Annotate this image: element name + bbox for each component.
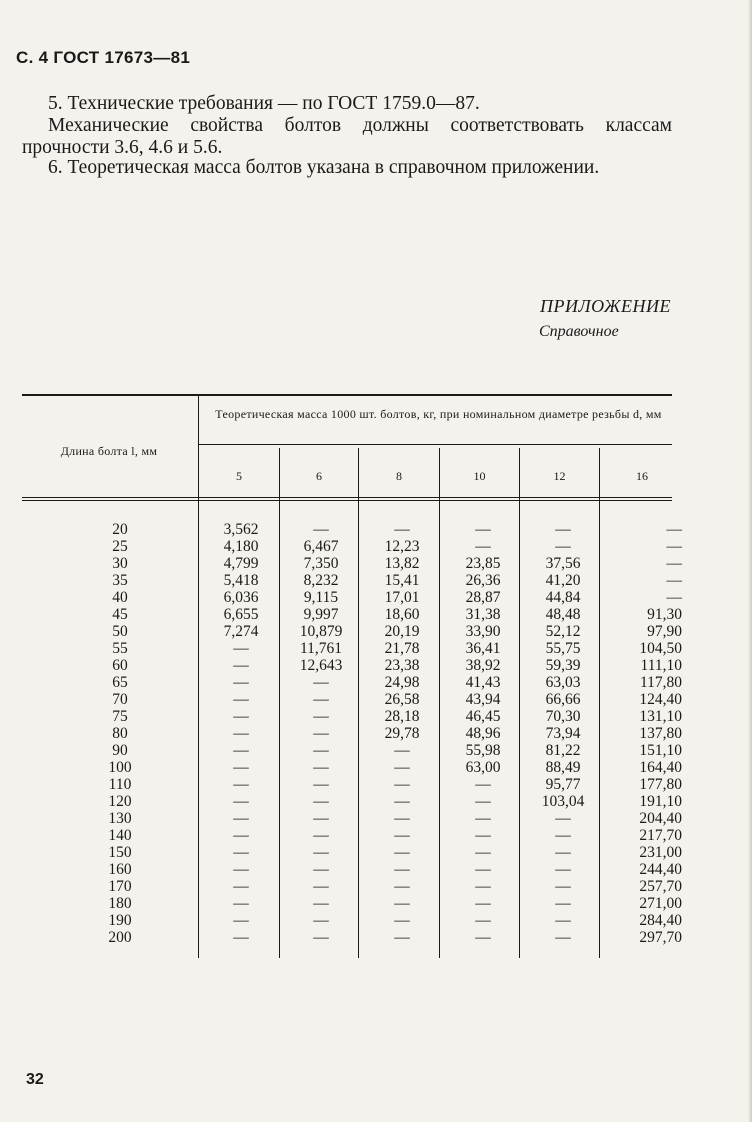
mass-cell: —	[313, 776, 329, 793]
mass-cell: —	[394, 844, 410, 861]
mass-cell: 8,232	[303, 572, 339, 589]
length-cell: 35	[112, 572, 128, 589]
mass-cell: 137,80	[639, 725, 682, 742]
mass-cell: 21,78	[384, 640, 420, 657]
diameter-header-6: 6	[316, 469, 322, 483]
mass-cell: 23,38	[384, 657, 420, 674]
mass-cell: 7,274	[223, 623, 259, 640]
mass-cell: 191,10	[639, 793, 682, 810]
length-cell: 75	[112, 708, 128, 725]
mass-cell: —	[555, 538, 571, 555]
mass-cell: —	[313, 810, 329, 827]
mass-cell: —	[233, 725, 249, 742]
mass-cell: —	[313, 708, 329, 725]
mass-cell: 7,350	[303, 555, 339, 572]
mass-cell: 271,00	[639, 895, 682, 912]
mass-cell: 12,643	[299, 657, 343, 674]
header-bottom-rule-2	[22, 500, 672, 501]
mass-cell: 6,467	[303, 538, 339, 555]
diameter-header-8: 8	[396, 469, 402, 483]
mass-cell: 26,58	[384, 691, 420, 708]
mass-cell: 41,43	[465, 674, 501, 691]
mass-cell: 63,03	[545, 674, 581, 691]
mass-cell: —	[666, 589, 682, 606]
mass-cell: 31,38	[465, 606, 501, 623]
mass-cell: 12,23	[384, 538, 420, 555]
length-cell: 190	[108, 912, 132, 929]
diameter-header-16: 16	[636, 469, 648, 483]
mass-cell: —	[475, 878, 491, 895]
mass-cell: —	[394, 521, 410, 538]
length-cell: 150	[108, 844, 132, 861]
mass-cell: 104,50	[639, 640, 682, 657]
mass-cell: —	[233, 844, 249, 861]
mass-cell: —	[313, 521, 329, 538]
mass-cell: 284,40	[639, 912, 682, 929]
mass-cell: 103,04	[541, 793, 585, 810]
mass-cell: —	[233, 691, 249, 708]
length-cell: 160	[108, 861, 132, 878]
mass-cell: 91,30	[647, 606, 682, 623]
mass-cell: 4,180	[223, 538, 259, 555]
mass-cell: —	[555, 827, 571, 844]
mass-cell: —	[233, 759, 249, 776]
appendix-subtitle: Справочное	[539, 323, 619, 340]
mass-cell: 17,01	[384, 589, 420, 606]
mass-cell: 164,40	[639, 759, 682, 776]
mass-cell: —	[475, 844, 491, 861]
diameter-header-5: 5	[236, 469, 242, 483]
length-cell: 140	[108, 827, 132, 844]
paragraph-5: 5. Технические требования — по ГОСТ 1759.0—87.	[48, 93, 480, 114]
mass-cell: —	[394, 776, 410, 793]
diameter-header-12: 12	[553, 469, 566, 483]
header-bottom-rule	[22, 497, 672, 498]
mass-cell: —	[233, 810, 249, 827]
mass-column-header: Теоретическая масса 1000 шт. болтов, кг, при номинальном диаметре резьбы d, мм	[215, 407, 662, 421]
mass-cell: —	[394, 759, 410, 776]
mass-cell: 95,77	[545, 776, 581, 793]
paragraph-5-continued: Механические свойства болтов должны соответствовать классам прочности 3.6, 4.6 и 5.6.	[22, 115, 672, 158]
length-cell: 45	[112, 606, 128, 623]
length-cell: 50	[112, 623, 128, 640]
vrule-d6	[279, 448, 280, 958]
mass-cell: —	[555, 844, 571, 861]
mass-cell: 81,22	[545, 742, 581, 759]
diameter-header-10: 10	[473, 469, 486, 483]
mass-cell: —	[233, 640, 249, 657]
length-cell: 65	[112, 674, 128, 691]
mass-cell: 231,00	[639, 844, 682, 861]
mass-cell: 5,418	[223, 572, 259, 589]
mass-cell: 13,82	[384, 555, 420, 572]
mass-cell: —	[313, 929, 329, 946]
mass-cell: 15,41	[384, 572, 420, 589]
mass-cell: —	[313, 912, 329, 929]
mass-cell: 151,10	[639, 742, 682, 759]
mass-cell: —	[313, 827, 329, 844]
length-cell: 110	[108, 776, 132, 793]
appendix-title: ПРИЛОЖЕНИЕ	[540, 296, 671, 316]
mass-cell: 131,10	[639, 708, 682, 725]
mass-cell: 18,60	[384, 606, 420, 623]
mass-cell: 10,879	[299, 623, 343, 640]
length-cell: 120	[108, 793, 132, 810]
mass-cell: —	[666, 572, 682, 589]
mass-cell: 111,10	[640, 657, 682, 674]
mass-cell: 23,85	[465, 555, 501, 572]
mass-cell: 36,41	[465, 640, 501, 657]
mass-cell: —	[475, 895, 491, 912]
mass-cell: 37,56	[545, 555, 581, 572]
mass-cell: 59,39	[545, 657, 581, 674]
mass-cell: —	[475, 861, 491, 878]
mass-cell: —	[313, 861, 329, 878]
mass-cell: 73,94	[545, 725, 581, 742]
length-cell: 80	[112, 725, 128, 742]
mass-cell: 55,98	[465, 742, 501, 759]
mass-cell: —	[475, 810, 491, 827]
mass-cell: 9,115	[303, 589, 339, 606]
mass-cell: —	[666, 521, 682, 538]
length-cell: 180	[108, 895, 132, 912]
mass-cell: 24,98	[384, 674, 420, 691]
mass-cell: 66,66	[545, 691, 581, 708]
mass-cell: 29,78	[384, 725, 420, 742]
mass-cell: —	[394, 810, 410, 827]
length-column	[60, 521, 180, 946]
mass-cell: 11,761	[299, 640, 343, 657]
mass-cell: —	[233, 861, 249, 878]
mass-cell: —	[555, 878, 571, 895]
mass-cell: 55,75	[545, 640, 581, 657]
mass-cell: —	[555, 521, 571, 538]
mass-column-d10	[443, 521, 523, 946]
mass-cell: —	[313, 844, 329, 861]
mass-cell: —	[555, 861, 571, 878]
length-cell: 170	[108, 878, 132, 895]
length-cell: 55	[112, 640, 128, 657]
mass-cell: —	[233, 878, 249, 895]
mass-cell: 43,94	[465, 691, 501, 708]
mass-cell: —	[394, 793, 410, 810]
mass-cell: 48,96	[465, 725, 501, 742]
mass-cell: 4,799	[223, 555, 259, 572]
mass-cell: —	[475, 929, 491, 946]
length-cell: 60	[112, 657, 128, 674]
length-column-header: Длина болта l, мм	[60, 444, 158, 458]
mass-cell: 41,20	[545, 572, 581, 589]
mass-cell: 6,036	[223, 589, 259, 606]
mass-cell: —	[233, 742, 249, 759]
length-cell: 200	[108, 929, 132, 946]
mass-cell: —	[313, 742, 329, 759]
mass-cell: 6,655	[223, 606, 259, 623]
mass-cell: 26,36	[465, 572, 501, 589]
mass-cell: 20,19	[384, 623, 420, 640]
mass-cell: —	[475, 912, 491, 929]
mass-cell: 33,90	[465, 623, 501, 640]
mass-cell: 48,48	[545, 606, 581, 623]
mass-cell: —	[666, 538, 682, 555]
mass-column-d6	[283, 521, 359, 946]
mass-cell: —	[475, 827, 491, 844]
mass-column-d5	[205, 521, 277, 946]
length-cell: 90	[112, 742, 128, 759]
mass-cell: —	[394, 878, 410, 895]
mass-cell: —	[233, 929, 249, 946]
mass-cell: 52,12	[545, 623, 581, 640]
mass-cell: 244,40	[639, 861, 682, 878]
mass-cell: —	[666, 555, 682, 572]
mass-cell: —	[394, 861, 410, 878]
mass-cell: 63,00	[465, 759, 501, 776]
mass-cell: —	[313, 895, 329, 912]
mass-cell: —	[313, 793, 329, 810]
mass-cell: 70,30	[545, 708, 581, 725]
mass-cell: —	[313, 674, 329, 691]
mass-cell: —	[475, 538, 491, 555]
mass-cell: —	[233, 895, 249, 912]
mass-cell: 217,70	[639, 827, 682, 844]
mass-cell: —	[394, 912, 410, 929]
mass-cell: 117,80	[639, 674, 682, 691]
mass-cell: 204,40	[639, 810, 682, 827]
page-number: 32	[26, 1071, 44, 1088]
mass-cell: 257,70	[639, 878, 682, 895]
mass-cell: —	[555, 895, 571, 912]
mass-column-d12	[523, 521, 603, 946]
length-cell: 40	[112, 589, 128, 606]
mass-cell: 44,84	[545, 589, 581, 606]
mass-cell: —	[313, 691, 329, 708]
length-cell: 70	[112, 691, 128, 708]
mass-cell: —	[233, 827, 249, 844]
page-edge	[748, 0, 752, 1122]
mass-cell: —	[313, 759, 329, 776]
mass-cell: 9,997	[303, 606, 339, 623]
length-cell: 130	[108, 810, 132, 827]
mass-cell: —	[394, 742, 410, 759]
mass-cell: —	[313, 878, 329, 895]
mass-cell: 177,80	[639, 776, 682, 793]
mass-cell: 97,90	[647, 623, 682, 640]
mass-cell: —	[555, 810, 571, 827]
length-cell: 20	[112, 521, 128, 538]
mass-cell: —	[233, 708, 249, 725]
mass-cell: —	[233, 776, 249, 793]
paragraph-6: 6. Теоретическая масса болтов указана в справочном приложении.	[48, 157, 600, 178]
mass-cell: —	[394, 895, 410, 912]
table-top-rule	[22, 394, 672, 396]
mass-cell: —	[233, 912, 249, 929]
mass-cell: 3,562	[223, 521, 259, 538]
mass-cell: —	[475, 793, 491, 810]
mass-cell: —	[475, 776, 491, 793]
mass-cell: 28,87	[465, 589, 501, 606]
mass-cell: —	[475, 521, 491, 538]
diameter-span-rule	[198, 444, 672, 445]
mass-cell: 46,45	[465, 708, 501, 725]
mass-cell: —	[394, 929, 410, 946]
mass-cell: 38,92	[465, 657, 501, 674]
length-cell: 30	[112, 555, 128, 572]
mass-cell: —	[233, 674, 249, 691]
mass-cell: —	[233, 793, 249, 810]
mass-cell: —	[394, 827, 410, 844]
mass-cell: 297,70	[639, 929, 682, 946]
mass-cell: 88,49	[545, 759, 581, 776]
page-header: С. 4 ГОСТ 17673—81	[16, 48, 191, 67]
mass-cell: 28,18	[384, 708, 420, 725]
mass-column-d16	[606, 521, 682, 946]
mass-cell: 124,40	[639, 691, 682, 708]
mass-cell: —	[555, 912, 571, 929]
length-cell: 100	[108, 759, 132, 776]
mass-cell: —	[555, 929, 571, 946]
mass-cell: —	[313, 725, 329, 742]
mass-column-d8	[363, 521, 441, 946]
length-cell: 25	[112, 538, 128, 555]
mass-cell: —	[233, 657, 249, 674]
